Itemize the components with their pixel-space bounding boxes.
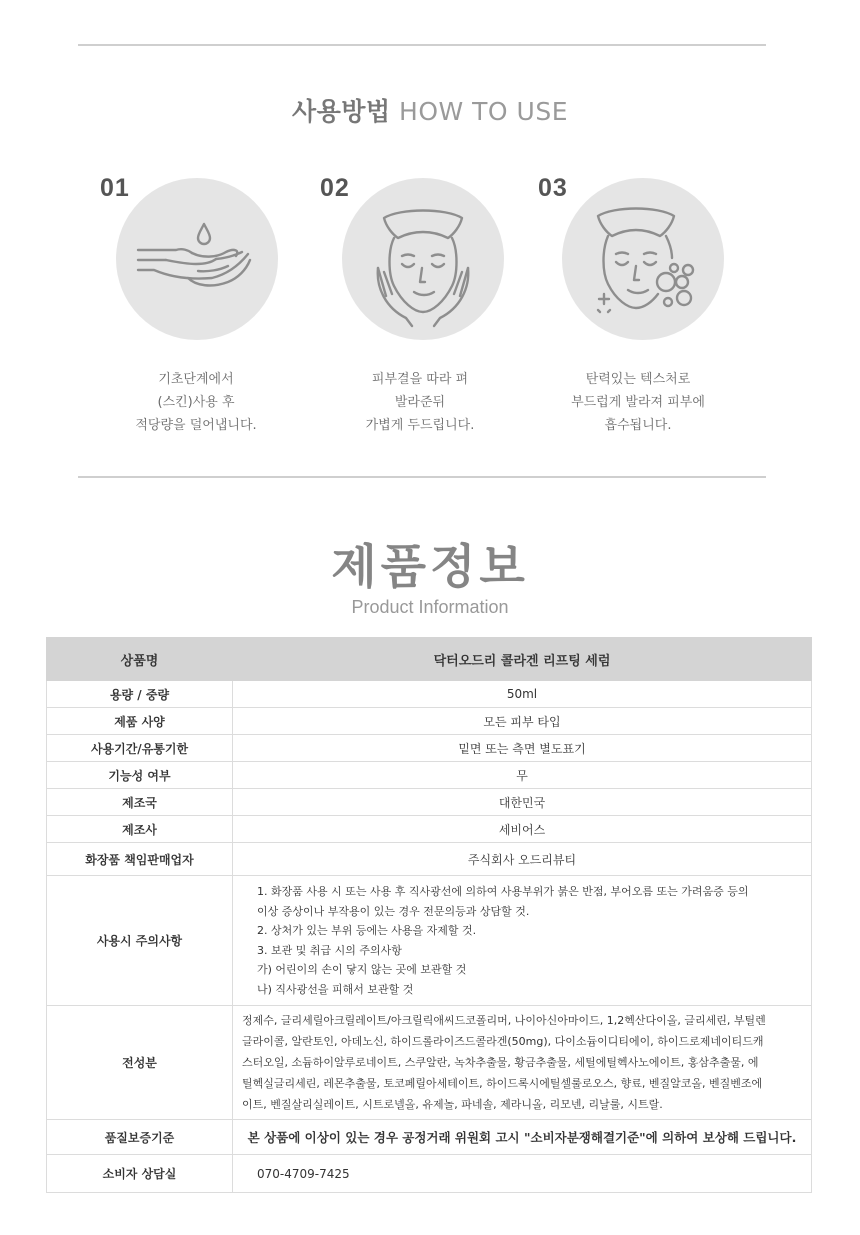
row-label: 상품명 [47,638,233,681]
step-desc-line: 피부결을 따라 펴 [371,372,469,387]
how-to-use-title-en: HOW TO USE [399,97,569,126]
row-value: 대한민국 [233,789,812,816]
table-row [47,735,812,762]
row-label: 기능성 여부 [47,762,233,789]
caution-line: 나) 직사광선을 피해서 보관할 것 [257,982,414,996]
step-desc-line: 흡수됩니다. [604,418,672,433]
row-label: 제조국 [47,789,233,816]
step-number: 01 [100,174,130,202]
row-value: 세비어스 [233,816,812,843]
step-desc-line: 발라준뒤 [394,395,446,410]
caution-line: 1. 화장품 사용 시 또는 사용 후 직사광선에 의하여 사용부위가 붉은 반점, 부어오름 또는 가려움증 등의 [257,885,749,898]
table-header-row [47,638,812,681]
how-to-use-title-ko: 사용방법 [291,97,391,126]
row-value: 주식회사 오드리뷰티 [233,843,812,876]
row-label: 제품 사양 [47,708,233,735]
top-divider [78,44,766,46]
step-desc-line: 가볍게 두드립니다. [365,418,475,433]
guarantee-text: 본 상품에 이상이 있는 경우 공정거래 위원회 고시 "소비자분쟁해결기준"에 의하여 보상해 드립니다. [233,1120,812,1155]
step-desc-line: 기초단계에서 [158,372,234,387]
product-info-table [46,637,812,1193]
step-number: 02 [320,174,350,202]
row-value: 모든 피부 타입 [233,708,812,735]
table-row-ingredients [47,1006,812,1120]
product-info-subtitle: Product Information [351,597,509,617]
step-desc-line: 탄력있는 텍스처로 [585,372,691,387]
step-description [528,368,748,437]
row-label: 전성분 [47,1006,233,1120]
table-row [47,816,812,843]
table-row-caution [47,876,812,1006]
caution-line: 가) 어린이의 손이 닿지 않는 곳에 보관할 것 [257,963,467,976]
row-label: 소비자 상담실 [47,1155,233,1193]
row-value: 무 [233,762,812,789]
caution-line: 2. 상처가 있는 부위 등에는 사용을 자제할 것. [257,924,477,937]
hand-drop-icon [116,178,278,340]
section-divider [78,476,766,478]
step-desc-line: 적당량을 덜어냅니다. [135,418,257,433]
step-desc-line: 부드럽게 발라져 피부에 [571,395,705,410]
table-row [47,681,812,708]
row-label: 용량 / 중량 [47,681,233,708]
face-bubbles-icon [562,178,724,340]
caution-line: 이상 증상이나 부작용이 있는 경우 전문의등과 상담할 것. [257,904,530,918]
row-value: 밑면 또는 측면 별도표기 [233,735,812,762]
caution-text [233,876,812,1006]
ingredients-text [233,1006,812,1120]
table-row [47,708,812,735]
row-label: 품질보증기준 [47,1120,233,1155]
table-row [47,789,812,816]
table-row-contact [47,1155,812,1193]
table-row [47,762,812,789]
row-value: 50ml [233,681,812,708]
step-description [310,368,530,437]
ingredients-line: 틸헥실글리세린, 레몬추출물, 토코페릴아세테이트, 하이드록시에틸셀룰로오스, 향료, 벤질알코올, 벤질벤조에 [242,1077,763,1090]
row-label: 사용시 주의사항 [47,876,233,1006]
table-row [47,843,812,876]
step-desc-line: (스킨)사용 후 [157,395,235,410]
table-row-guarantee [47,1120,812,1155]
contact-phone: 070-4709-7425 [233,1155,812,1193]
row-label: 화장품 책임판매업자 [47,843,233,876]
ingredients-line: 정제수, 글리세릴아크릴레이트/아크릴릭애씨드코폴리머, 나이아신아마이드, 1,2헥산다이올, 글리세린, 부틸렌 [242,1014,766,1027]
product-info-title: 제품정보 [331,540,529,595]
how-to-use-title [0,92,860,128]
row-label: 제조사 [47,816,233,843]
step-description [86,368,306,437]
row-label: 사용기간/유통기한 [47,735,233,762]
face-hands-icon [342,178,504,340]
product-name: 닥터오드리 콜라겐 리프팅 세럼 [233,638,812,681]
caution-line: 3. 보관 및 취급 시의 주의사항 [257,943,402,957]
ingredients-line: 이트, 벤질살리실레이트, 시트로넬올, 유제놀, 파네솔, 제라니올, 리모넨, 리날룰, 시트랄. [242,1098,663,1111]
ingredients-line: 글라이콜, 알란토인, 아데노신, 하이드롤라이즈드콜라겐(50mg), 다이소듐이디티에이, 하이드로제네이티드캐 [242,1035,764,1048]
step-number: 03 [538,174,568,202]
ingredients-line: 스터오일, 소듐하이알루로네이트, 스쿠알란, 녹차추출물, 황금추출물, 세틸에틸헥사노에이트, 홍삼추출물, 에 [242,1056,759,1069]
